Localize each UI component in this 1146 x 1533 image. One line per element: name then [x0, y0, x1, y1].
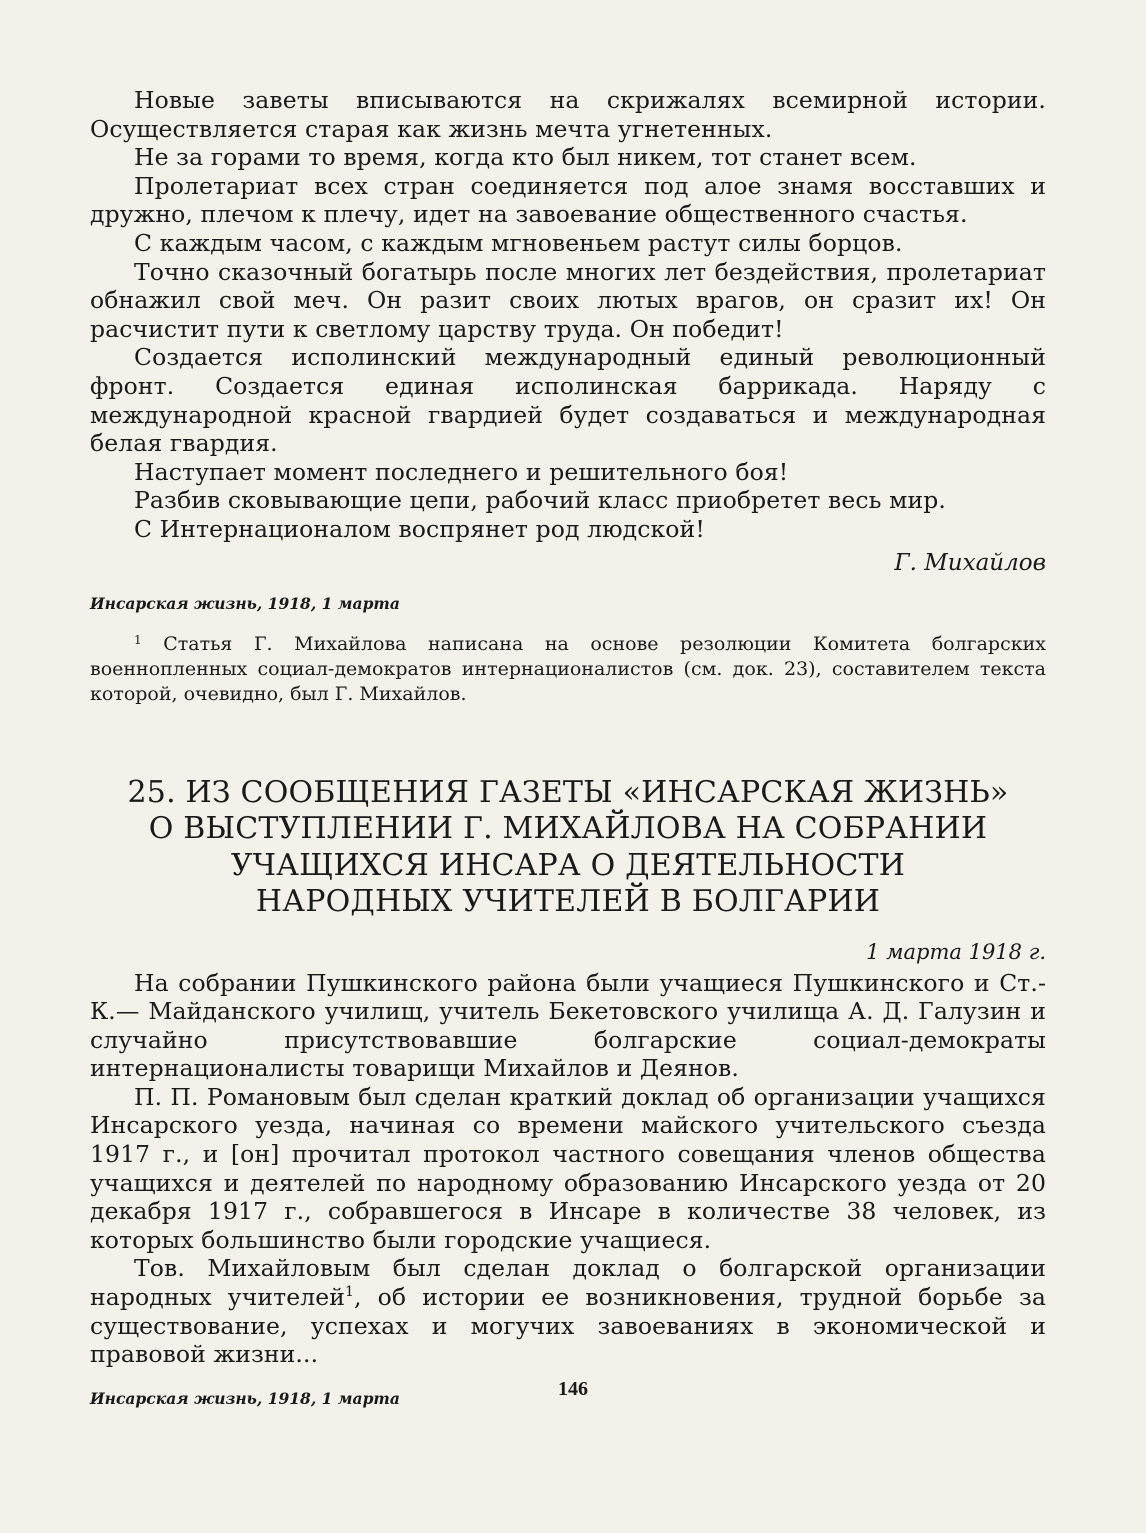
paragraph: Новые заветы вписываются на скрижалях всемирной истории. Осуществляется старая как жизнь мечта угнетенных. [90, 86, 1046, 143]
document-page [90, 86, 1046, 1409]
paragraph: Наступает момент последнего и решительного боя! [134, 457, 789, 486]
paragraph: С каждым часом, с каждым мгновеньем растут силы борцов. [134, 228, 903, 257]
footnote [90, 632, 1046, 707]
footnote-mark: 1 [134, 632, 142, 647]
report-text [90, 969, 1046, 1369]
paragraph: Разбив сковывающие цепи, рабочий класс приобретет весь мир. [134, 486, 946, 515]
paragraph [90, 1254, 1046, 1368]
paragraph: Создается исполинский международный единый революционный фронт. Создается единая исполинская баррикада. Наряду с международной красной гвардией будет создаваться и международная белая гвардия. [90, 343, 1046, 458]
paragraph: Не за горами то время, когда кто был никем, тот станет всем. [134, 143, 917, 172]
heading-line: НАРОДНЫХ УЧИТЕЛЕЙ В БОЛГАРИИ [255, 884, 881, 919]
document-heading [90, 775, 1046, 921]
footnote-reference: 1 [345, 1284, 355, 1301]
paragraph: Пролетариат всех стран соединяется под алое знамя восставших и дружно, плечом к плечу, идет на завоевание общественного счастья. [90, 171, 1046, 229]
article-text [90, 86, 1046, 544]
paragraph: На собрании Пушкинского района были учащиеся Пушкинского и Ст.-К.— Майданского училищ, учитель Бекетовского училища А. Д. Галузин и случайно присутствовавшие болгарские социал-демократы интернационалисты товарищи Михайлов и Деянов. [90, 968, 1046, 1083]
footnote-text: Статья Г. Михайлова написана на основе резолюции Комитета болгарских военнопленных социал-демократов интернационалистов (см. док. 23), составителем текста которой, очевидно, был Г. Михайлов. [90, 632, 1046, 705]
heading-line: О ВЫСТУПЛЕНИИ Г. МИХАЙЛОВА НА СОБРАНИИ [148, 811, 988, 846]
paragraph-text: Тов. Михайловым был сделан доклад о болгарской организации народных учителей [90, 1254, 1046, 1312]
paragraph-text: , об истории ее возникновения, трудной борьбе за существование, успехах и могучих завоеваниях в экономической и правовой жизни... [90, 1283, 1046, 1369]
paragraph: С Интернационалом воспрянет род людской! [134, 514, 705, 543]
heading-line: 25. ИЗ СООБЩЕНИЯ ГАЗЕТЫ «ИНСАРСКАЯ ЖИЗНЬ» [127, 774, 1009, 810]
paragraph: П. П. Романовым был сделан краткий доклад об организации учащихся Инсарского уезда, начиная со времени майского учительского съезда 1917 г., и [он] прочитал протокол частного совещания членов общества учащихся и деятелей по народному образованию Инсарского уезда от 20 декабря 1917 г., собравшегося в Инсаре в количестве 38 человек, из которых большинство были городские учащиеся. [90, 1082, 1046, 1254]
source-citation: Инсарская жизнь, 1918, 1 марта [90, 1388, 400, 1408]
heading-line: УЧАЩИХСЯ ИНСАРА О ДЕЯТЕЛЬНОСТИ [230, 847, 906, 883]
author-signature: Г. Михайлов [894, 549, 1046, 576]
source-citation: Инсарская жизнь, 1918, 1 марта [90, 593, 400, 613]
page-number: 146 [558, 1378, 588, 1400]
paragraph: Точно сказочный богатырь после многих лет бездействия, пролетариат обнажил свой меч. Он разит своих лютых врагов, он сразит их! Он расчистит пути к светлому царству труда. Он победит! [90, 257, 1046, 343]
document-date: 1 марта 1918 г. [866, 939, 1046, 964]
